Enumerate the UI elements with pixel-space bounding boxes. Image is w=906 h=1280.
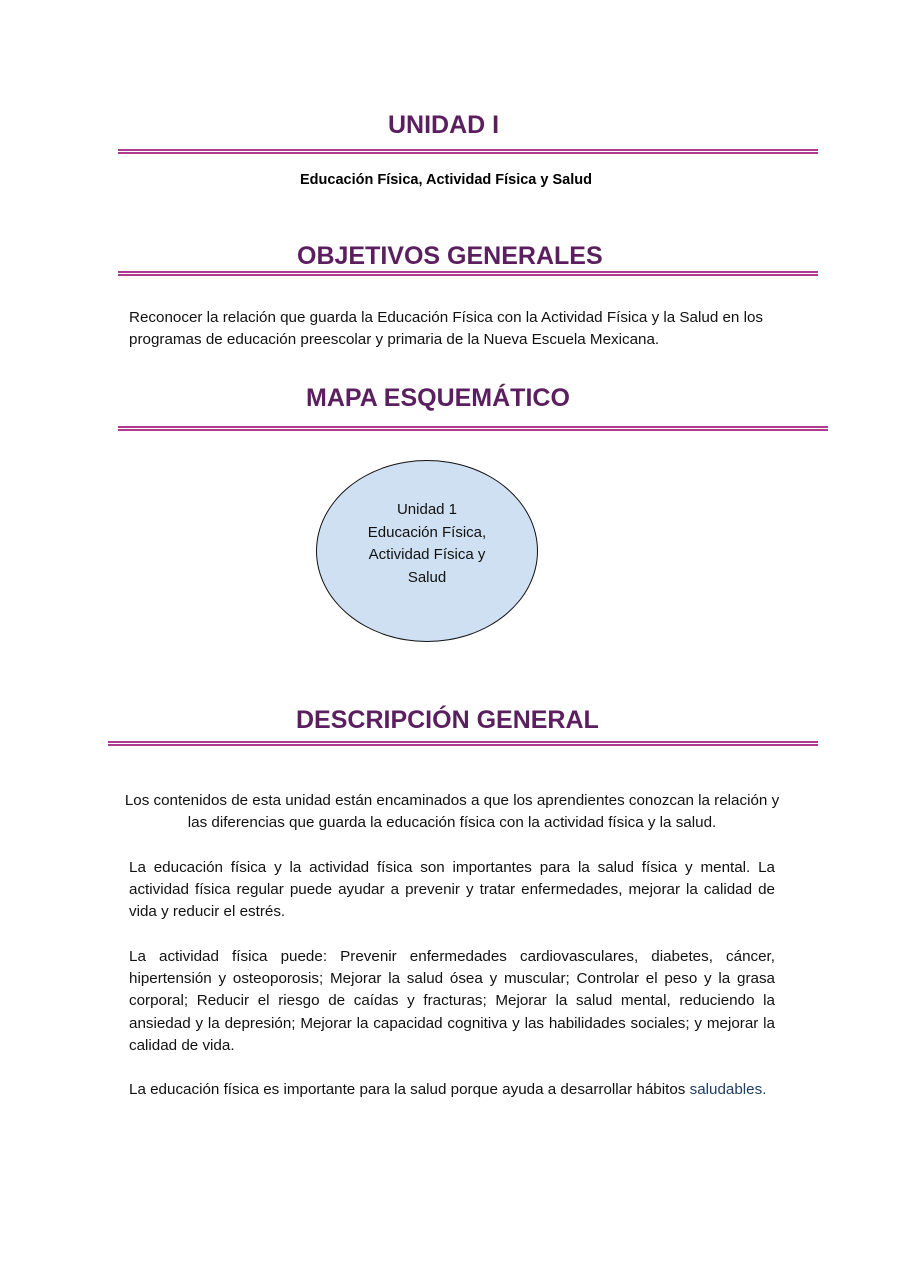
unit-heading-rule: [118, 149, 818, 154]
unit-heading: UNIDAD I: [388, 111, 500, 139]
unit-node-line-1: Unidad 1: [396, 501, 458, 518]
objectives-heading-rule: [118, 271, 818, 276]
schematic-map-heading: MAPA ESQUEMÁTICO: [306, 384, 570, 412]
unit-subtitle: Educación Física, Actividad Física y Salud: [300, 172, 592, 188]
description-heading-rule: [108, 741, 818, 746]
description-paragraph-2: La actividad física puede: Prevenir enfermedades cardiovasculares, diabetes, cáncer, hipertensión y osteoporosis; Mejorar la salud ósea y muscular; Controlar el peso y la grasa corporal; Reducir el riesgo de caídas y fracturas; Mejorar la salud mental, reduciendo la ansiedad y la depresión; Mejorar la capacidad cognitiva y las habilidades sociales; y mejorar la calidad de vida.: [129, 948, 775, 1054]
description-intro: Los contenidos de esta unidad están encaminados a que los aprendientes conozcan la relación y las diferencias que guarda la educación física con la actividad física y la salud.: [124, 792, 780, 832]
unit-node-line-2: Educación Física,: [367, 523, 487, 541]
unit-node-label: [346, 499, 508, 589]
unit-node-line-3: Actividad Física y: [368, 546, 486, 563]
description-paragraph-3-text: La educación física es importante para la salud porque ayuda a desarrollar hábitos: [129, 1081, 690, 1098]
description-paragraph-3: [129, 1079, 775, 1101]
objectives-text: Reconocer la relación que guarda la Educación Física con la Actividad Física y la Salud en los programas de educación preescolar y primaria de la Nueva Escuela Mexicana.: [129, 309, 764, 349]
schematic-map-heading-rule: [118, 426, 828, 431]
description-paragraph-1: La educación física y la actividad física son importantes para la salud física y mental. La actividad física regular puede ayudar a prevenir y tratar enfermedades, mejorar la calidad de vida y reducir el estrés.: [129, 859, 775, 921]
description-paragraph-3-link-text: saludables.: [689, 1081, 767, 1098]
description-heading: DESCRIPCIÓN GENERAL: [296, 706, 599, 734]
objectives-heading: OBJETIVOS GENERALES: [297, 242, 603, 270]
unit-node-line-4: Salud: [407, 568, 447, 586]
